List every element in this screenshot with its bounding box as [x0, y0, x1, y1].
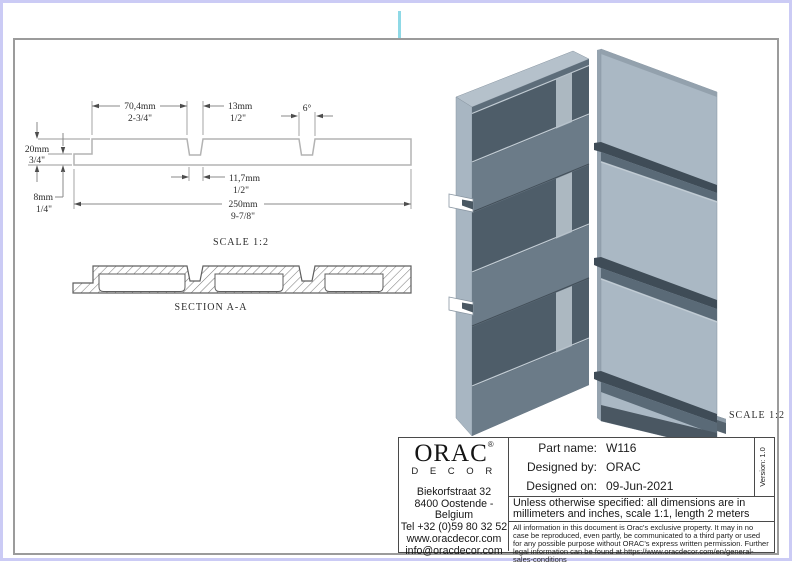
title-block-company-cell — [399, 438, 509, 557]
address-line: Biekorfstraat 32 — [416, 486, 492, 498]
dim-70mm-inch-label: 2-3/4" — [128, 114, 152, 124]
scale-label-top: SCALE 1:2 — [213, 237, 269, 248]
section-cavities — [99, 274, 383, 292]
dim-20mm — [25, 122, 50, 182]
dim-70mm — [92, 102, 187, 124]
dim-11mm-inch-label: 1/2" — [233, 186, 250, 196]
address-line: Tel +32 (0)59 80 32 52 — [400, 521, 508, 534]
dim-6deg-label: 6° — [302, 104, 312, 114]
field-value: 09-Jun-2021 — [606, 479, 674, 494]
field-designed-on — [509, 477, 754, 496]
dim-250mm — [74, 200, 411, 222]
panel-3d-right-piece — [594, 49, 726, 449]
extension-lines — [28, 101, 411, 209]
field-label: Designed on: — [526, 479, 597, 494]
section-drawing — [58, 260, 426, 316]
field-value: ORAC — [606, 459, 641, 474]
company-address — [399, 487, 509, 557]
field-value: W116 — [606, 440, 637, 455]
version-label: Version: 1.0 — [758, 447, 767, 487]
panel-3d-left-piece — [449, 51, 589, 436]
field-label: Designed by: — [526, 459, 597, 474]
dim-6deg — [281, 103, 333, 118]
title-block — [398, 437, 775, 564]
profile-dimension-drawing — [20, 95, 440, 255]
field-designed-by — [509, 457, 754, 476]
dim-8mm-label: 8mm — [33, 193, 53, 203]
logo-decor-text: D E C O R — [411, 466, 497, 477]
field-part-name — [509, 438, 754, 457]
dim-11mm-label: 11,7mm — [229, 174, 261, 184]
section-label: SECTION A-A — [174, 302, 248, 313]
address-line: www.oracdecor.com — [406, 532, 502, 545]
dim-8mm-inch-label: 1/4" — [35, 205, 52, 215]
profile-outline — [74, 139, 411, 165]
dim-250mm-inch-label: 9-7/8" — [231, 212, 255, 222]
dim-13mm-label: 13mm — [228, 102, 253, 112]
orac-decor-logo — [399, 441, 509, 477]
dim-250mm-label: 250mm — [228, 200, 258, 210]
logo-orac-text: ORAC — [414, 440, 488, 467]
dim-11mm — [171, 174, 261, 196]
spec-note: Unless otherwise specified: all dimensions are in millimeters and inches, scale 1:1, length 2 meters — [509, 496, 775, 521]
version-cell — [754, 438, 774, 496]
address-line: info@oracdecor.com — [405, 544, 503, 557]
title-block-fields — [509, 438, 754, 496]
dim-13mm-inch-label: 1/2" — [230, 114, 247, 124]
dim-13mm — [203, 102, 253, 124]
scale-label-right: SCALE 1:2 — [729, 410, 785, 421]
panel-3d-render — [440, 42, 740, 457]
registered-mark: ® — [487, 440, 494, 449]
legal-note: All information in this document is Orac's exclusive property. It may in no case be reproduced, even partly, be communicated to a third party or used for any possible purpose without ORAC's express written permission. Further legal information can be found at https://www.oracdecor.com/en/general-sales-conditions — [509, 521, 775, 551]
dim-70mm-label: 70,4mm — [124, 102, 156, 112]
dim-20mm-label: 20mm — [24, 145, 50, 155]
field-label: Part name: — [538, 440, 597, 455]
dim-20mm-inch-label: 3/4" — [28, 156, 46, 166]
text-cursor-caret — [398, 11, 401, 39]
address-line: 8400 Oostende - Belgium — [414, 497, 494, 522]
